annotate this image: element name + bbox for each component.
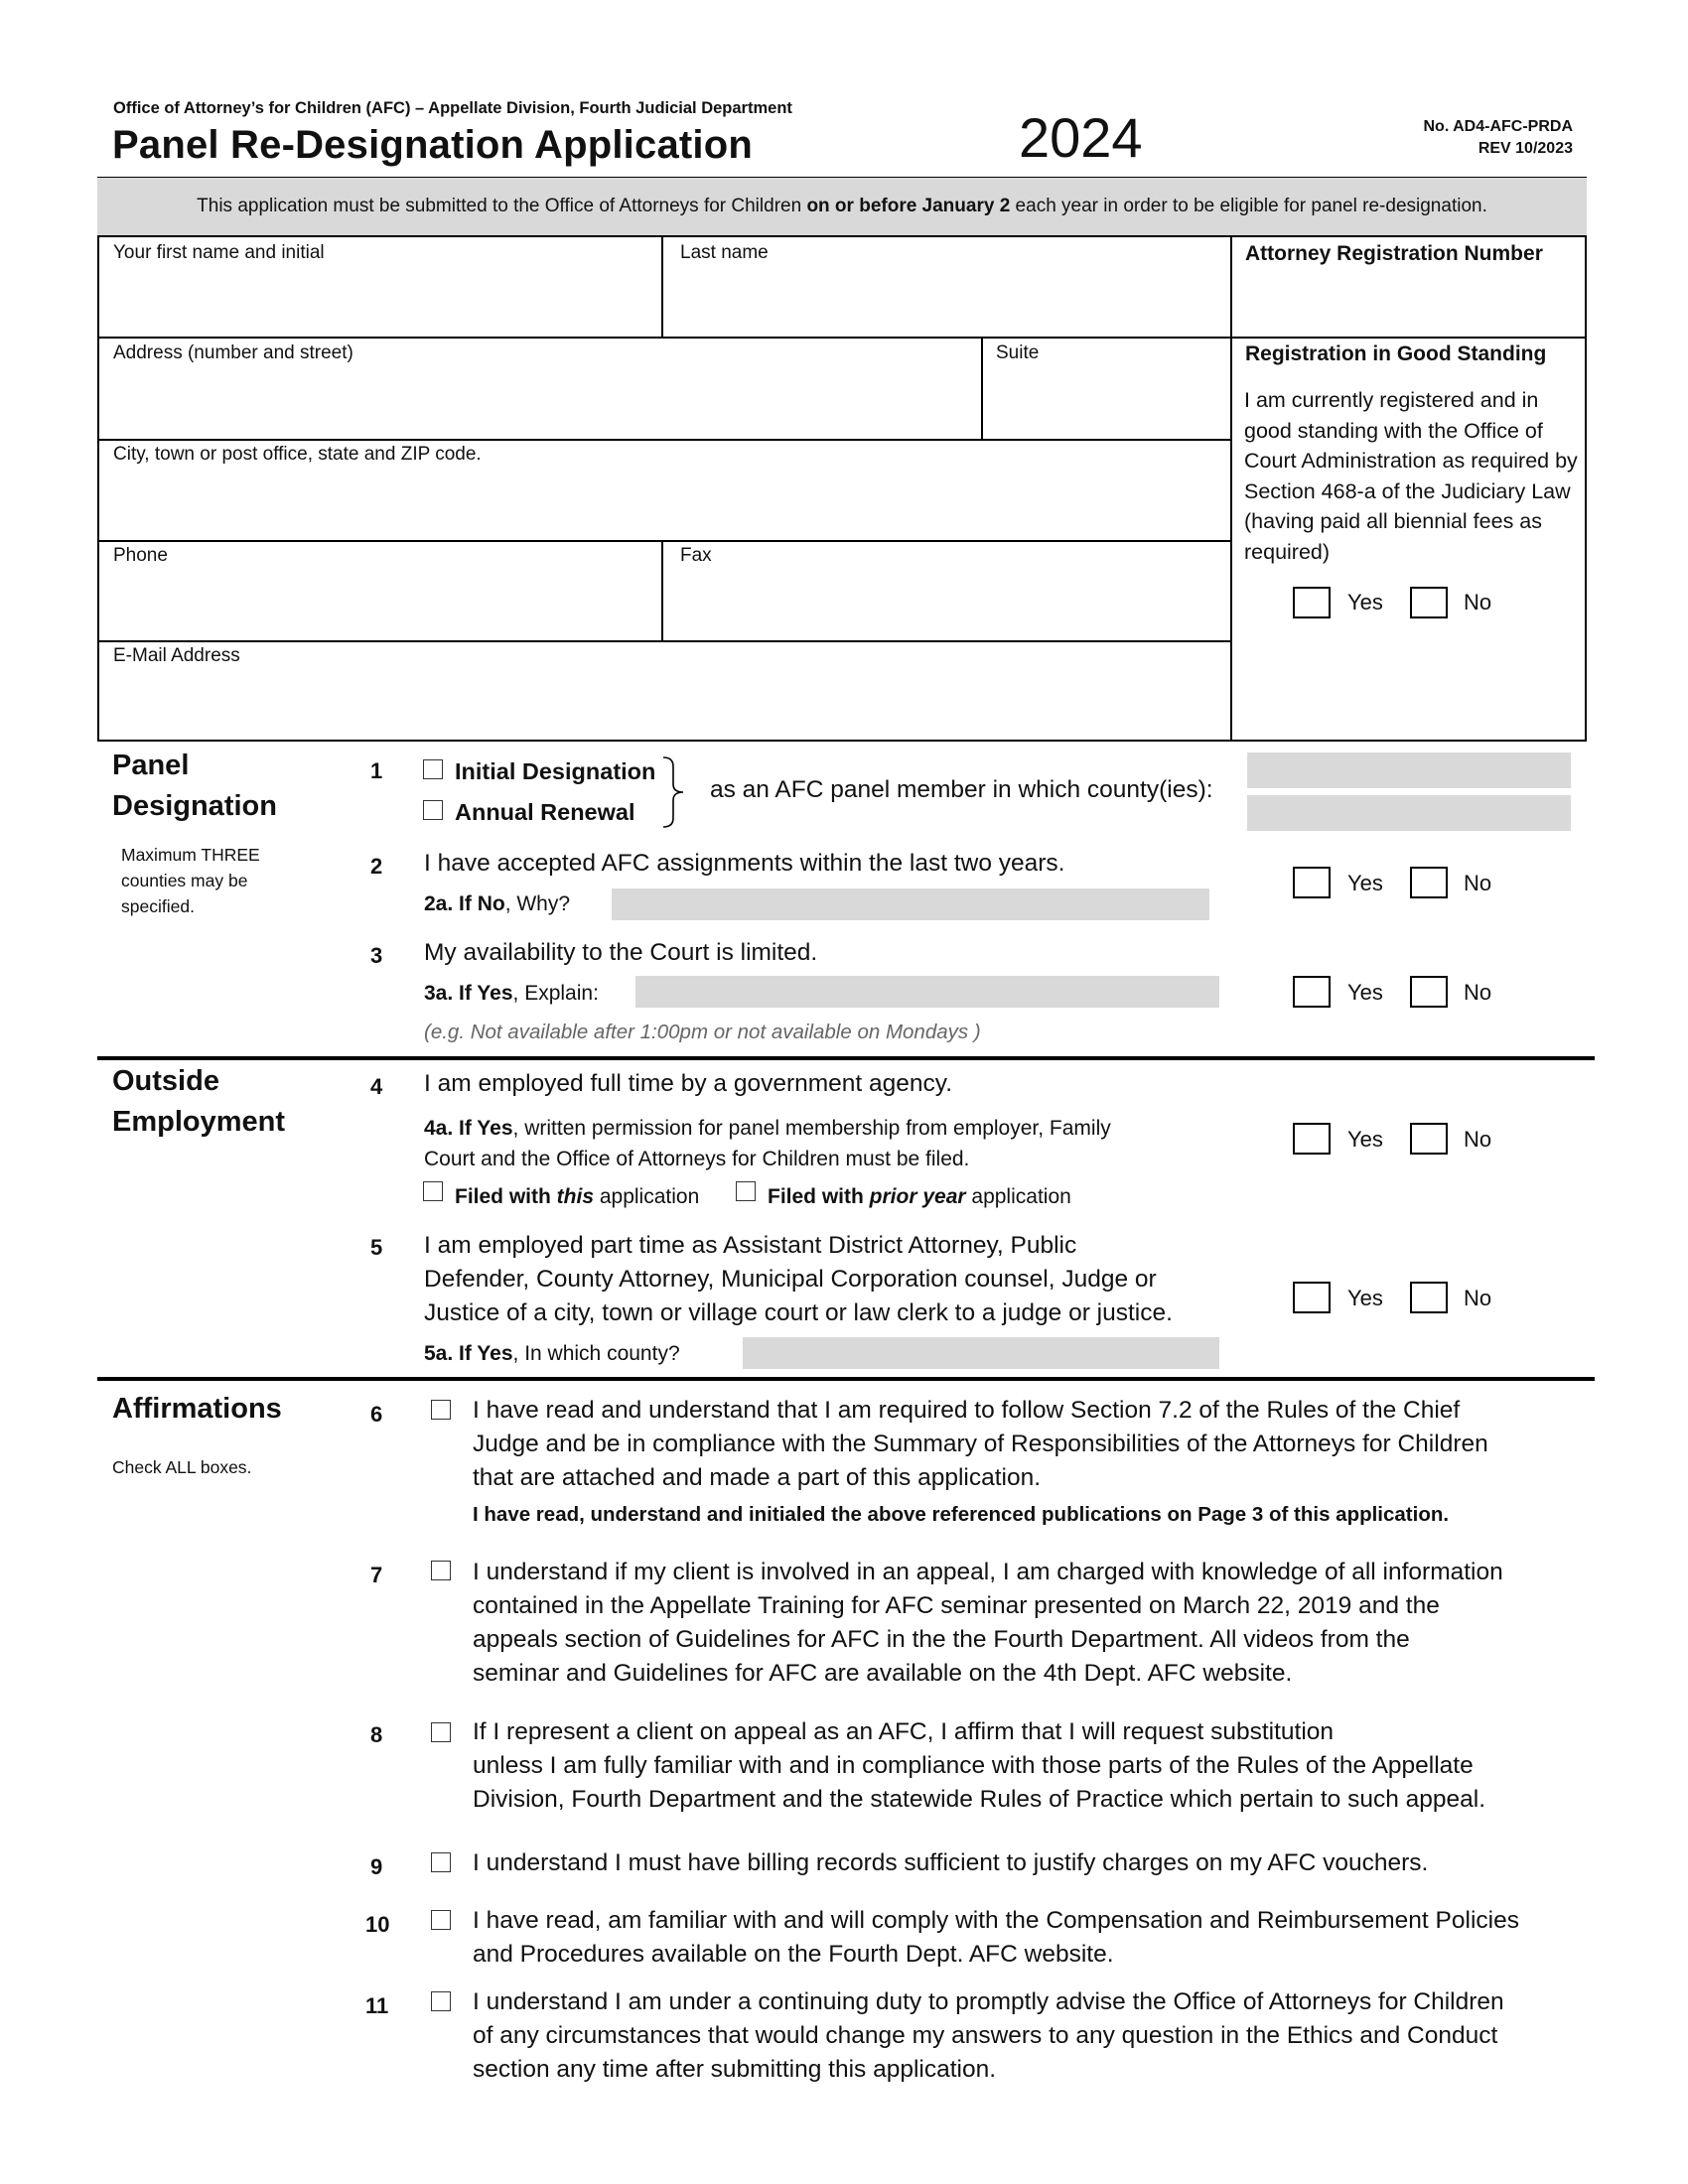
- notice-prefix: This application must be submitted to the Office of Attorneys for Children: [197, 196, 807, 216]
- affirmation-checkbox-10[interactable]: [431, 1910, 451, 1930]
- last-name-label: Last name: [680, 242, 769, 263]
- q2-yes-checkbox[interactable]: [1293, 867, 1331, 898]
- aff10-line2: and Procedures available on the Fourth Dept. AFC website.: [473, 1941, 1114, 1968]
- filed-this-post: application: [594, 1185, 700, 1208]
- affirmation-text-8: [473, 1715, 1485, 1817]
- outside-employment-heading: [112, 1061, 285, 1143]
- panel-heading-line2: Designation: [112, 790, 277, 822]
- row-divider: [97, 640, 1231, 642]
- q5a-bold: 5a. If Yes: [424, 1342, 513, 1365]
- form-revision: REV 10/2023: [1477, 140, 1573, 157]
- city-label: City, town or post office, state and ZIP code.: [113, 444, 482, 465]
- affirmation-checkbox-9[interactable]: [431, 1852, 451, 1872]
- aff8-line1: If I represent a client on appeal as an AFC, I affirm that I will request substitution: [473, 1718, 1335, 1745]
- q3-yes-checkbox[interactable]: [1293, 976, 1331, 1008]
- first-name-field[interactable]: [99, 268, 659, 334]
- notice-deadline: on or before January 2: [806, 196, 1011, 216]
- q5a-text: , In which county?: [512, 1342, 680, 1365]
- filed-with-prior-label: [768, 1185, 1071, 1209]
- county-input-2[interactable]: [1247, 795, 1571, 831]
- email-field[interactable]: [99, 672, 1227, 738]
- filed-with-this-checkbox[interactable]: [423, 1181, 443, 1201]
- q2-no-label: No: [1464, 871, 1492, 895]
- suite-divider: [981, 337, 983, 440]
- question-5a-label: [424, 1342, 680, 1366]
- q5-line2: Defender, County Attorney, Municipal Corporation counsel, Judge or: [424, 1266, 1157, 1293]
- q3a-bold: 3a. If Yes: [424, 982, 513, 1005]
- email-label: E-Mail Address: [113, 645, 240, 666]
- q2-yes-label: Yes: [1347, 871, 1383, 895]
- aff11-line3: section any time after submitting this application.: [473, 2056, 997, 2083]
- q4-no-checkbox[interactable]: [1410, 1123, 1448, 1155]
- filed-this-em: this: [556, 1185, 595, 1208]
- good-standing-yes-checkbox[interactable]: [1293, 587, 1331, 618]
- affirmation-6-initialed: I have read, understand and initialed the above referenced publications on Page 3 of this application.: [473, 1503, 1450, 1526]
- affirmation-checkbox-7[interactable]: [431, 1561, 451, 1580]
- question-3a-label: [424, 982, 599, 1006]
- registration-number-label: Attorney Registration Number: [1245, 242, 1543, 265]
- annual-renewal-label: Annual Renewal: [455, 799, 635, 825]
- question-number-2: 2: [370, 854, 383, 879]
- question-number-5: 5: [370, 1235, 383, 1260]
- aff10-line1: I have read, am familiar with and will comply with the Compensation and Reimbursement Policies: [473, 1907, 1519, 1934]
- fax-divider: [661, 540, 663, 641]
- page-title: Panel Re-Designation Application: [112, 123, 753, 167]
- question-number-4: 4: [370, 1074, 383, 1099]
- q2a-bold: 2a. If No: [424, 892, 505, 915]
- office-name: Office of Attorney’s for Children (AFC) – Appellate Division, Fourth Judicial Department: [113, 99, 792, 117]
- phone-label: Phone: [113, 545, 168, 566]
- affirmation-number: 7: [370, 1563, 383, 1587]
- question-2-text: I have accepted AFC assignments within the last two years.: [424, 850, 1065, 877]
- q4a-bold: 4a. If Yes: [424, 1117, 513, 1140]
- row-divider: [97, 337, 1587, 339]
- submission-notice: [97, 178, 1587, 237]
- good-standing-heading: Registration in Good Standing: [1245, 342, 1547, 365]
- suite-label: Suite: [996, 342, 1040, 363]
- outside-heading-line1: Outside: [112, 1065, 219, 1097]
- question-2a-label: [424, 892, 570, 916]
- question-4a-text: [424, 1113, 1111, 1174]
- notice-suffix: each year in order to be eligible for panel re-designation.: [1010, 196, 1487, 216]
- q5-no-label: No: [1464, 1286, 1492, 1310]
- aff7-line3: appeals section of Guidelines for AFC in the the Fourth Department. All videos from the: [473, 1626, 1410, 1653]
- question-5-text: [424, 1229, 1173, 1330]
- q4-yes-label: Yes: [1347, 1127, 1383, 1152]
- question-2a-input[interactable]: [612, 888, 1209, 920]
- initial-designation-checkbox[interactable]: [423, 759, 443, 779]
- good-standing-yes-label: Yes: [1347, 590, 1383, 614]
- outside-heading-line2: Employment: [112, 1106, 286, 1138]
- aff6-line3: that are attached and made a part of this application.: [473, 1464, 1042, 1491]
- aff8-line2: unless I am fully familiar with and in compliance with those parts of the Rules of the Appellate: [473, 1752, 1474, 1779]
- q4a-line1: [424, 1113, 1111, 1144]
- filed-prior-pre: Filed with: [768, 1185, 870, 1208]
- q4-no-label: No: [1464, 1127, 1492, 1152]
- good-standing-no-label: No: [1464, 590, 1492, 614]
- q4a-text1: , written permission for panel membership from employer, Family: [512, 1117, 1111, 1140]
- question-3a-input[interactable]: [635, 976, 1219, 1008]
- affirmation-checkbox-6[interactable]: [431, 1400, 451, 1420]
- fax-label: Fax: [680, 545, 712, 566]
- phone-field[interactable]: [99, 572, 659, 637]
- right-column-divider: [1230, 237, 1232, 742]
- question-5a-input[interactable]: [743, 1337, 1219, 1369]
- first-name-label: Your first name and initial: [113, 242, 325, 263]
- affirmation-checkbox-11[interactable]: [431, 1991, 451, 2011]
- affirmation-checkbox-8[interactable]: [431, 1722, 451, 1742]
- annual-renewal-checkbox[interactable]: [423, 800, 443, 820]
- aff7-line1: I understand if my client is involved in an appeal, I am charged with knowledge of all information: [473, 1559, 1503, 1585]
- form-number-code: No. AD4-AFC-PRDA: [1423, 118, 1573, 135]
- row-divider: [97, 540, 1231, 542]
- fax-field[interactable]: [665, 572, 1227, 637]
- affirmation-text-11: [473, 1985, 1504, 2087]
- panel-heading-line1: Panel: [112, 750, 190, 781]
- affirmation-text-7: [473, 1556, 1503, 1691]
- question-number-3: 3: [370, 943, 383, 968]
- q3a-text: , Explain:: [512, 982, 599, 1005]
- address-label: Address (number and street): [113, 342, 353, 363]
- aff7-line4: seminar and Guidelines for AFC are available on the 4th Dept. AFC website.: [473, 1660, 1293, 1687]
- q5-yes-checkbox[interactable]: [1293, 1282, 1331, 1313]
- initial-designation-label: Initial Designation: [455, 758, 656, 784]
- question-3-example: (e.g. Not available after 1:00pm or not available on Mondays ): [424, 1021, 981, 1043]
- section-divider: [97, 1377, 1595, 1381]
- question-number-1: 1: [370, 758, 383, 783]
- filed-this-pre: Filed with: [455, 1185, 557, 1208]
- q3-yes-label: Yes: [1347, 980, 1383, 1005]
- affirmation-number: 9: [370, 1854, 383, 1879]
- brace-icon: [659, 754, 695, 830]
- aff6-line1: I have read and understand that I am required to follow Section 7.2 of the Rules of the Chief: [473, 1397, 1461, 1424]
- q5-line3: Justice of a city, town or village court or law clerk to a judge or justice.: [424, 1299, 1173, 1326]
- form-year: 2024: [1019, 106, 1143, 169]
- affirmation-number: 8: [370, 1722, 383, 1747]
- filed-with-prior-checkbox[interactable]: [736, 1181, 756, 1201]
- good-standing-no-checkbox[interactable]: [1410, 587, 1448, 618]
- affirmation-number: 11: [365, 1993, 389, 2018]
- q3-no-checkbox[interactable]: [1410, 976, 1448, 1008]
- section-divider: [97, 1056, 1595, 1060]
- q3-no-label: No: [1464, 980, 1492, 1005]
- q2a-text: , Why?: [504, 892, 571, 915]
- row-divider: [97, 439, 1231, 441]
- filed-with-this-label: [455, 1185, 699, 1209]
- q4a-line2: Court and the Office of Attorneys for Children must be filed.: [424, 1148, 970, 1170]
- panel-note: Maximum THREE counties may be specified.: [121, 845, 260, 916]
- aff9-line1: I understand I must have billing records sufficient to justify charges on my AFC vouchers.: [473, 1849, 1429, 1876]
- affirmation-number: 6: [370, 1402, 383, 1427]
- form-number: [1423, 116, 1573, 160]
- affirmation-number: 10: [365, 1912, 390, 1937]
- affirmations-note: Check ALL boxes.: [112, 1457, 252, 1477]
- q5-line1: I am employed part time as Assistant District Attorney, Public: [424, 1232, 1077, 1259]
- affirmation-text-6: [473, 1394, 1488, 1495]
- aff6-line2: Judge and be in compliance with the Summary of Responsibilities of the Attorneys for Children: [473, 1431, 1488, 1457]
- aff7-line2: contained in the Appellate Training for AFC seminar presented on March 22, 2019 and the: [473, 1592, 1440, 1619]
- affirmations-heading: Affirmations: [112, 1393, 282, 1425]
- good-standing-text: I am currently registered and in good standing with the Office of Court Administration as required by Section 468-a of the Judiciary Law (having paid all biennial fees as required): [1244, 388, 1578, 564]
- affirmation-text-10: [473, 1904, 1519, 1972]
- q4-yes-checkbox[interactable]: [1293, 1123, 1331, 1155]
- question-3-text: My availability to the Court is limited.: [424, 939, 818, 966]
- suite-field[interactable]: [985, 369, 1227, 437]
- affirmation-text-9: [473, 1846, 1428, 1880]
- city-field[interactable]: [99, 471, 1227, 536]
- address-field[interactable]: [99, 369, 979, 437]
- filed-prior-post: application: [965, 1185, 1071, 1208]
- q5-no-checkbox[interactable]: [1410, 1282, 1448, 1313]
- name-divider: [661, 237, 663, 337]
- county-question-text: as an AFC panel member in which county(ies):: [710, 776, 1213, 803]
- registration-number-field[interactable]: [1234, 270, 1584, 334]
- aff11-line2: of any circumstances that would change my answers to any question in the Ethics and Conduct: [473, 2022, 1498, 2049]
- q2-no-checkbox[interactable]: [1410, 867, 1448, 898]
- last-name-field[interactable]: [665, 268, 1227, 334]
- panel-designation-heading: [112, 746, 277, 827]
- question-4-text: I am employed full time by a government agency.: [424, 1070, 953, 1097]
- filed-prior-em: prior year: [869, 1185, 966, 1208]
- aff11-line1: I understand I am under a continuing duty to promptly advise the Office of Attorneys for Children: [473, 1988, 1504, 2015]
- aff8-line3: Division, Fourth Department and the statewide Rules of Practice which pertain to such appeal.: [473, 1786, 1486, 1813]
- county-input-1[interactable]: [1247, 752, 1571, 788]
- q5-yes-label: Yes: [1347, 1286, 1383, 1310]
